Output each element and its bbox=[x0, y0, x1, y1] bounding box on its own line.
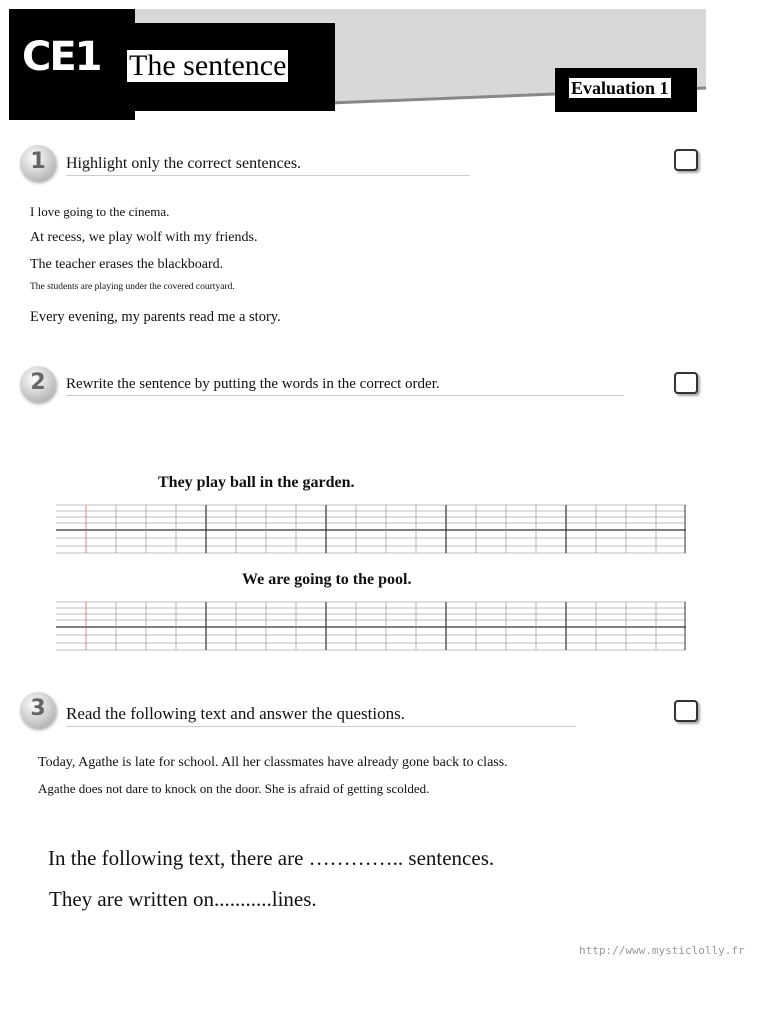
section-2-instruction: Rewrite the sentence by putting the words in the correct order. bbox=[66, 376, 624, 396]
logo-ce1: CE1 bbox=[22, 34, 101, 80]
sentence-5[interactable]: Every evening, my parents read me a story. bbox=[30, 309, 281, 325]
section-3-instruction: Read the following text and answer the questions. bbox=[66, 704, 576, 727]
header-band bbox=[0, 0, 768, 130]
section-1-checkbox[interactable] bbox=[674, 149, 698, 171]
sentence-2[interactable]: At recess, we play wolf with my friends. bbox=[30, 230, 258, 245]
sentence-4[interactable]: The students are playing under the covered courtyard. bbox=[30, 282, 235, 292]
reading-text-line-2: Agathe does not dare to knock on the door. She is afraid of getting scolded. bbox=[38, 781, 430, 796]
reading-text-line-1: Today, Agathe is late for school. All her classmates have already gone back to class. bbox=[38, 755, 508, 770]
footer-url: http://www.mysticlolly.fr bbox=[579, 944, 745, 957]
section-number-1: 1 bbox=[20, 145, 56, 181]
section-2-checkbox[interactable] bbox=[674, 372, 698, 394]
section-3-checkbox[interactable] bbox=[674, 700, 698, 722]
sentence-3[interactable]: The teacher erases the blackboard. bbox=[30, 257, 224, 272]
writing-grid-b[interactable] bbox=[56, 601, 686, 651]
question-sentence-count: In the following text, there are ………….. sentences. bbox=[48, 846, 495, 870]
section-1-instruction: Highlight only the correct sentences. bbox=[66, 155, 470, 176]
sentence-1[interactable]: I love going to the cinema. bbox=[30, 204, 170, 219]
writing-grid-a[interactable] bbox=[56, 504, 686, 554]
scrambled-sentence-a: They play ball in the garden. bbox=[158, 474, 355, 491]
page-title: The sentence bbox=[129, 49, 287, 82]
section-number-3: 3 bbox=[20, 692, 56, 728]
question-line-count: They are written on...........lines. bbox=[49, 887, 317, 911]
evaluation-label: Evaluation 1 bbox=[571, 78, 669, 98]
section-number-2: 2 bbox=[20, 366, 56, 402]
scrambled-sentence-b: We are going to the pool. bbox=[242, 571, 412, 588]
